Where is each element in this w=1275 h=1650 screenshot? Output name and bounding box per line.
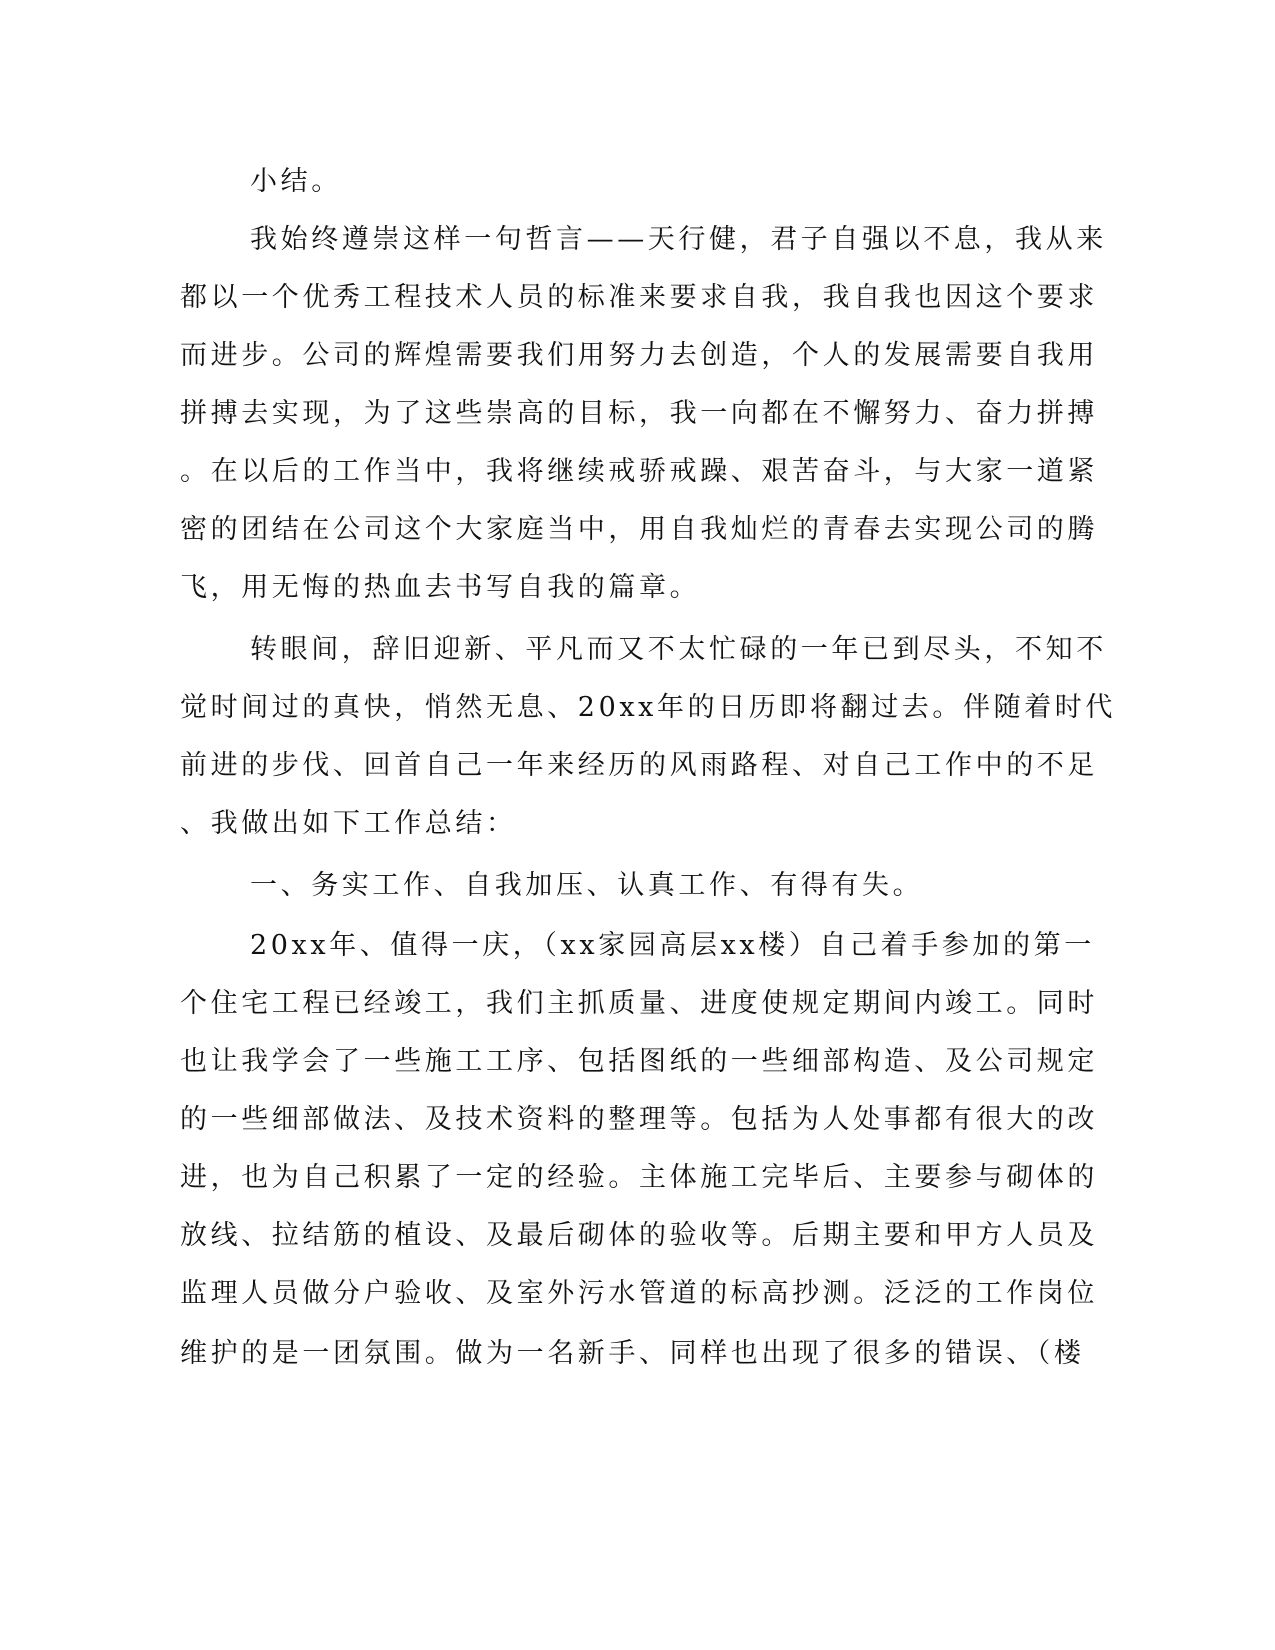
text-line: 而进步。公司的辉煌需要我们用努力去创造，个人的发展需要自我用 bbox=[180, 340, 1098, 371]
text-line: 监理人员做分户验收、及室外污水管道的标高抄测。泛泛的工作岗位 bbox=[180, 1278, 1098, 1309]
section-heading: 一、务实工作、自我加压、认真工作、有得有失。 bbox=[250, 870, 924, 901]
text-line: 放线、拉结筋的植设、及最后砌体的验收等。后期主要和甲方人员及 bbox=[180, 1220, 1098, 1251]
text-line: 也让我学会了一些施工工序、包括图纸的一些细部构造、及公司规定 bbox=[180, 1046, 1098, 1077]
text-line: 小结。 bbox=[250, 166, 342, 197]
text-line: 维护的是一团氛围。做为一名新手、同样也出现了很多的错误、（楼 bbox=[180, 1338, 1085, 1369]
text-line: 、我做出如下工作总结： bbox=[180, 808, 517, 839]
text-line: 我始终遵崇这样一句哲言——天行健，君子自强以不息，我从来 bbox=[250, 224, 1107, 255]
text-line: 都以一个优秀工程技术人员的标准来要求自我，我自我也因这个要求 bbox=[180, 282, 1098, 313]
text-line: 飞，用无悔的热血去书写自我的篇章。 bbox=[180, 572, 701, 603]
text-line: 的一些细部做法、及技术资料的整理等。包括为人处事都有很大的改 bbox=[180, 1104, 1098, 1135]
text-line: 前进的步伐、回首自己一年来经历的风雨路程、对自己工作中的不足 bbox=[180, 750, 1098, 781]
text-line: 。在以后的工作当中，我将继续戒骄戒躁、艰苦奋斗，与大家一道紧 bbox=[180, 456, 1098, 487]
text-line: 觉时间过的真快，悄然无息、20xx年的日历即将翻过去。伴随着时代 bbox=[180, 692, 1117, 723]
text-line: 个住宅工程已经竣工，我们主抓质量、进度使规定期间内竣工。同时 bbox=[180, 988, 1098, 1019]
text-line: 进，也为自己积累了一定的经验。主体施工完毕后、主要参与砌体的 bbox=[180, 1162, 1098, 1193]
text-line: 转眼间，辞旧迎新、平凡而又不太忙碌的一年已到尽头，不知不 bbox=[250, 634, 1107, 665]
text-line: 密的团结在公司这个大家庭当中，用自我灿烂的青春去实现公司的腾 bbox=[180, 514, 1098, 545]
text-line: 拼搏去实现，为了这些崇高的目标，我一向都在不懈努力、奋力拼搏 bbox=[180, 398, 1098, 429]
text-line: 20xx年、值得一庆，（xx家园高层xx楼）自己着手参加的第一 bbox=[250, 930, 1095, 961]
